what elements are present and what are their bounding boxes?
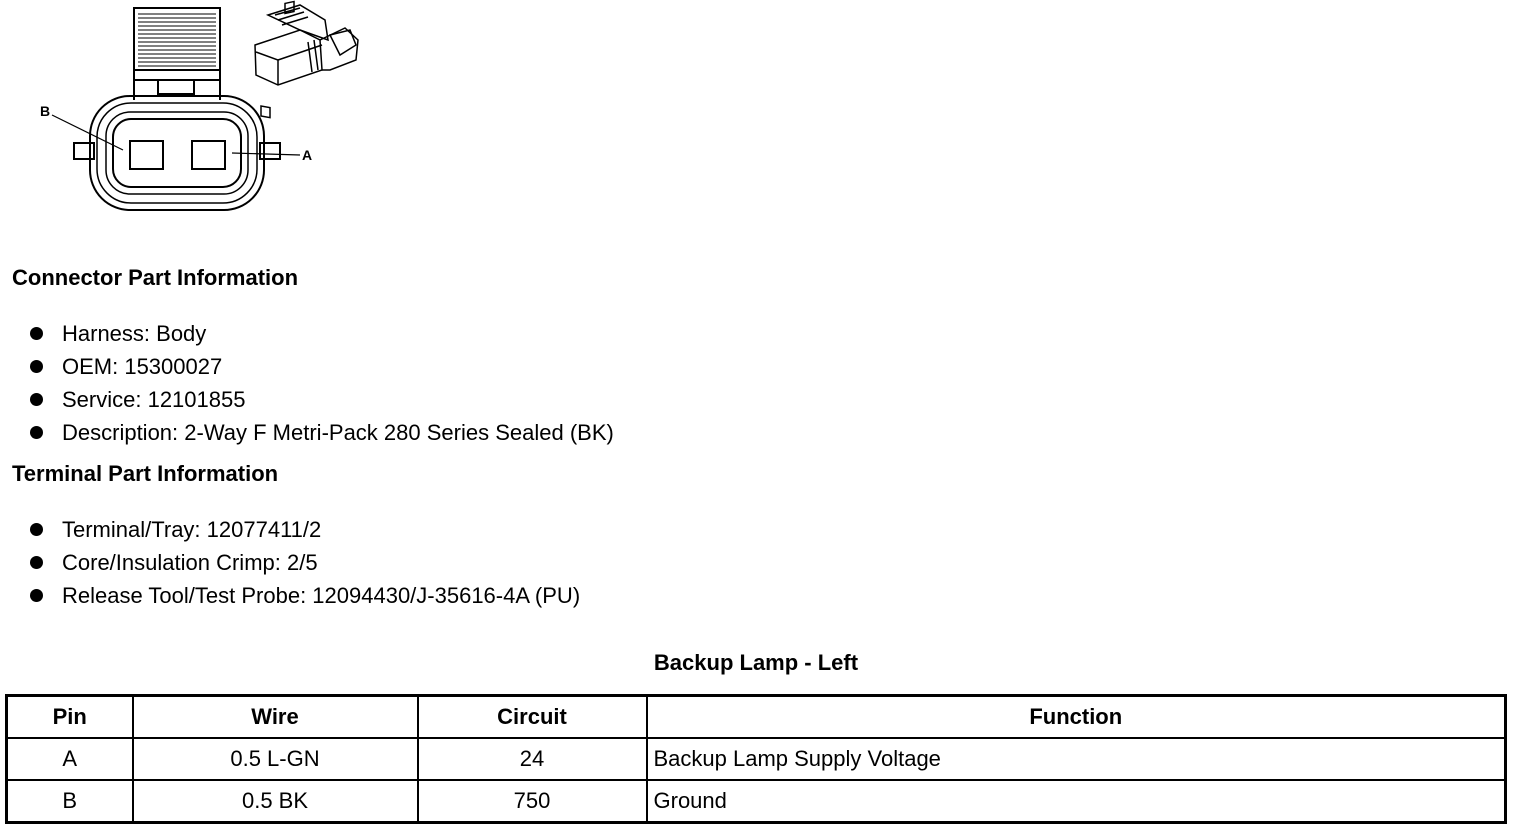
- cell-pin: B: [7, 780, 133, 823]
- bullet-icon: [30, 556, 43, 569]
- cell-wire: 0.5 L-GN: [133, 738, 418, 780]
- bullet-icon: [30, 393, 43, 406]
- table-header-row: [7, 696, 1506, 739]
- bullet-icon: [30, 523, 43, 536]
- table-title: Backup Lamp - Left: [653, 650, 859, 675]
- cavity-a: [192, 141, 225, 169]
- header-circuit: Circuit: [418, 696, 647, 739]
- bullet-icon: [30, 426, 43, 439]
- terminal-tray: Terminal/Tray: 12077411/2: [62, 517, 322, 542]
- connector-description: Description: 2-Way F Metri-Pack 280 Series Sealed (BK): [62, 420, 614, 445]
- terminal-release-tool: Release Tool/Test Probe: 12094430/J-35616-4A (PU): [62, 583, 581, 608]
- pinout-table: [5, 694, 1507, 824]
- pin-label-a: A: [302, 147, 313, 163]
- header-wire: Wire: [133, 696, 418, 739]
- connector-harness: Harness: Body: [62, 321, 207, 346]
- connector-oem: OEM: 15300027: [62, 354, 223, 379]
- bullet-icon: [30, 360, 43, 373]
- connector-3d-view: [255, 2, 358, 118]
- table-row: [7, 738, 1506, 780]
- connector-info-list: [28, 317, 614, 449]
- list-item: [28, 513, 580, 546]
- cell-pin: A: [7, 738, 133, 780]
- bullet-icon: [30, 589, 43, 602]
- connector-service: Service: 12101855: [62, 387, 246, 412]
- cell-function: Ground: [647, 780, 1506, 823]
- cell-circuit: 24: [418, 738, 647, 780]
- terminal-info-heading: Terminal Part Information: [12, 461, 279, 486]
- list-item: [28, 317, 614, 350]
- header-pin: Pin: [7, 696, 133, 739]
- table-row: [7, 780, 1506, 823]
- terminal-info-list: [28, 513, 580, 612]
- bullet-icon: [30, 327, 43, 340]
- terminal-crimp: Core/Insulation Crimp: 2/5: [62, 550, 318, 575]
- header-function: Function: [647, 696, 1506, 739]
- list-item: [28, 383, 614, 416]
- cell-wire: 0.5 BK: [133, 780, 418, 823]
- list-item: [28, 579, 580, 612]
- connector-info-heading: Connector Part Information: [12, 265, 299, 290]
- list-item: [28, 350, 614, 383]
- cell-circuit: 750: [418, 780, 647, 823]
- cavity-b: [130, 141, 163, 169]
- pin-label-b: B: [40, 103, 51, 119]
- list-item: [28, 546, 580, 579]
- list-item: [28, 416, 614, 449]
- cell-function: Backup Lamp Supply Voltage: [647, 738, 1506, 780]
- connector-diagram: [0, 0, 380, 225]
